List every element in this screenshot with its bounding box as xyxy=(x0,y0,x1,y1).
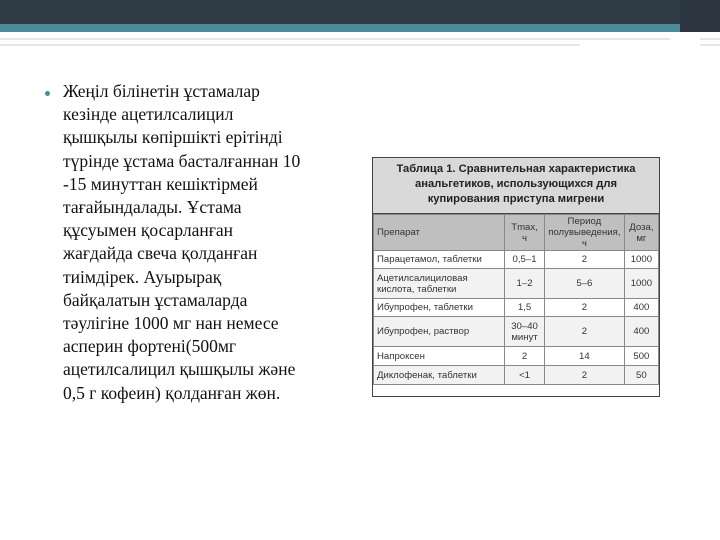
text-line: жағдайда свеча қолданған xyxy=(63,243,258,264)
text-line: түрінде ұстама басталғаннан 10 xyxy=(63,150,301,171)
table-row xyxy=(374,347,659,366)
cell-drug: Ацетилсалициловая кислота, таблетки xyxy=(374,269,505,299)
cell-half-life: 14 xyxy=(544,347,624,366)
table-title-line: Таблица 1. Сравнительная характеристика xyxy=(396,163,636,175)
cell-half-life: 5–6 xyxy=(544,269,624,299)
decor-line-1 xyxy=(0,38,670,40)
cell-tmax: <1 xyxy=(505,366,545,385)
cell-half-life: 2 xyxy=(544,299,624,317)
decor-line-2 xyxy=(0,44,580,46)
cell-dose: 1000 xyxy=(624,269,658,299)
text-line: -15 минуттан кешіктірмей xyxy=(63,173,258,194)
bullet-paragraph xyxy=(63,80,353,405)
text-line: кезінде ацетилсалицил xyxy=(63,104,234,125)
header-drug: Препарат xyxy=(374,215,505,251)
header-bar-teal xyxy=(0,24,720,32)
bullet-icon xyxy=(44,88,54,98)
header-bar-corner xyxy=(680,0,720,32)
decor-line-3 xyxy=(700,38,720,40)
table-row xyxy=(374,317,659,347)
table-row xyxy=(374,251,659,269)
table-row xyxy=(374,299,659,317)
cell-half-life: 2 xyxy=(544,251,624,269)
header-bar-dark xyxy=(0,0,720,24)
cell-tmax: 30–40 минут xyxy=(505,317,545,347)
cell-tmax: 0,5–1 xyxy=(505,251,545,269)
text-line: ацетилсалицил қышқылы және xyxy=(63,359,296,380)
cell-tmax: 1,5 xyxy=(505,299,545,317)
header-half-life: Период полувыведения, ч xyxy=(544,215,624,251)
cell-dose: 500 xyxy=(624,347,658,366)
cell-half-life: 2 xyxy=(544,317,624,347)
text-line: құсуымен қосарланған xyxy=(63,220,234,241)
text-line: қышқылы көпіршікті ерітінді xyxy=(63,127,283,148)
table-title xyxy=(373,158,659,214)
analgesics-table xyxy=(373,214,659,385)
header-tmax: Tmax, ч xyxy=(505,215,545,251)
text-line: тәулігіне 1000 мг нан немесе xyxy=(63,313,279,334)
table-row xyxy=(374,269,659,299)
text-line: Жеңіл білінетін ұстамалар xyxy=(63,81,260,101)
cell-drug: Напроксен xyxy=(374,347,505,366)
text-line: тағайындалады. Ұстама xyxy=(63,197,242,218)
table-header-row xyxy=(374,215,659,251)
analgesics-table-image xyxy=(372,157,660,397)
table-row xyxy=(374,366,659,385)
cell-dose: 50 xyxy=(624,366,658,385)
cell-drug: Ибупрофен, раствор xyxy=(374,317,505,347)
cell-half-life: 2 xyxy=(544,366,624,385)
cell-tmax: 2 xyxy=(505,347,545,366)
header-dose: Доза, мг xyxy=(624,215,658,251)
cell-dose: 1000 xyxy=(624,251,658,269)
text-line: 0,5 г кофеин) қолданған жөн. xyxy=(63,382,281,403)
cell-tmax: 1–2 xyxy=(505,269,545,299)
text-line: асперин фортені(500мг xyxy=(63,336,237,357)
text-line: тиімдірек. Ауырырақ xyxy=(63,266,222,287)
cell-drug: Ибупрофен, таблетки xyxy=(374,299,505,317)
table-title-line: купирования приступа мигрени xyxy=(427,193,605,205)
table-title-line: анальгетиков, использующихся для xyxy=(415,178,617,190)
cell-dose: 400 xyxy=(624,299,658,317)
cell-drug: Диклофенак, таблетки xyxy=(374,366,505,385)
cell-drug: Парацетамол, таблетки xyxy=(374,251,505,269)
decor-line-4 xyxy=(700,44,720,46)
text-line: байқалатын ұстамаларда xyxy=(63,289,248,310)
cell-dose: 400 xyxy=(624,317,658,347)
